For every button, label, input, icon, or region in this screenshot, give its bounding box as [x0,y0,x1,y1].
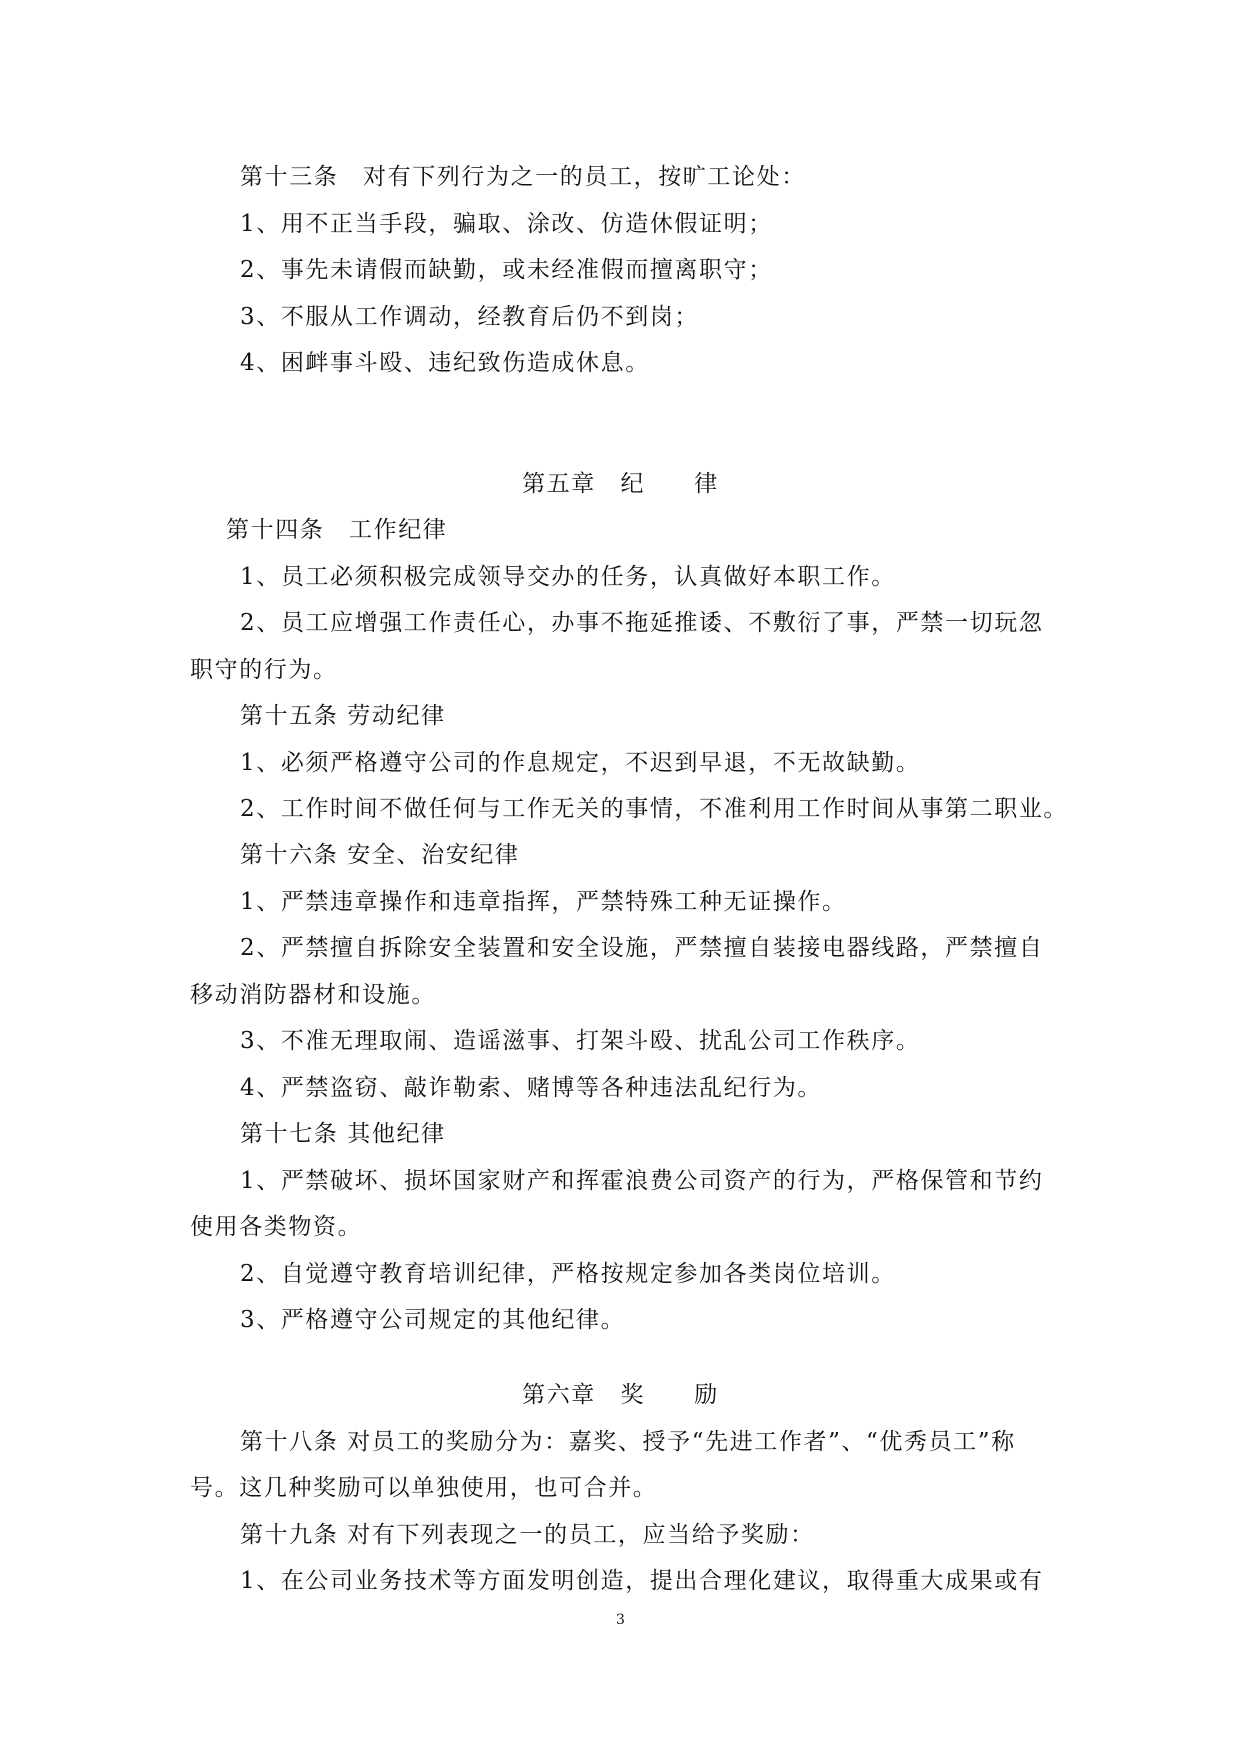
article-16-item-4: 4、严禁盗窃、敲诈勒索、赌博等各种违法乱纪行为。 [240,1075,823,1101]
article-13-item-2: 2、事先未请假而缺勤，或未经准假而擅离职守； [240,257,773,283]
article-13-title: 第十三条 对有下列行为之一的员工，按旷工论处： [240,164,806,190]
article-18-text-continued: 号。这几种奖励可以单独使用，也可合并。 [190,1475,658,1501]
article-14-item-1: 1、员工必须积极完成领导交办的任务，认真做好本职工作。 [240,564,896,590]
article-15-title: 第十五条 劳动纪律 [240,703,446,729]
article-16-item-1: 1、严禁违章操作和违章指挥，严禁特殊工种无证操作。 [240,889,847,915]
article-17-item-1-continued: 使用各类物资。 [190,1214,363,1240]
article-15-item-1: 1、必须严格遵守公司的作息规定，不迟到早退，不无故缺勤。 [240,750,921,776]
article-17-item-3: 3、严格遵守公司规定的其他纪律。 [240,1307,626,1333]
article-18-text: 第十八条 对员工的奖励分为：嘉奖、授予“先进工作者”、“优秀员工”称 [240,1429,1016,1455]
article-16-item-2-continued: 移动消防器材和设施。 [190,982,436,1008]
article-19-title: 第十九条 对有下列表现之一的员工，应当给予奖励： [240,1522,815,1548]
chapter-5-heading: 第五章 纪 律 [522,471,719,497]
article-16-item-3: 3、不准无理取闹、造谣滋事、打架斗殴、扰乱公司工作秩序。 [240,1028,921,1054]
article-14-title: 第十四条 工作纪律 [226,517,448,543]
page-number: 3 [616,1612,625,1628]
article-17-item-2: 2、自觉遵守教育培训纪律，严格按规定参加各类岗位培训。 [240,1261,896,1287]
article-17-item-1: 1、严禁破坏、损坏国家财产和挥霍浪费公司资产的行为，严格保管和节约 [240,1168,1044,1194]
article-19-item-1: 1、在公司业务技术等方面发明创造，提出合理化建议，取得重大成果或有 [240,1568,1044,1594]
article-13-item-3: 3、不服从工作调动，经教育后仍不到岗； [240,304,700,330]
article-15-item-2: 2、工作时间不做任何与工作无关的事情，不准利用工作时间从事第二职业。 [240,796,1069,822]
article-14-item-2-continued: 职守的行为。 [190,657,338,683]
article-16-title: 第十六条 安全、治安纪律 [240,842,520,868]
article-13-item-1: 1、用不正当手段，骗取、涂改、仿造休假证明； [240,211,773,237]
chapter-6-heading: 第六章 奖 励 [522,1382,719,1408]
article-16-item-2: 2、严禁擅自拆除安全装置和安全设施，严禁擅自装接电器线路，严禁擅自 [240,935,1044,961]
article-13-item-4: 4、困衅事斗殴、违纪致伤造成休息。 [240,350,650,376]
article-17-title: 第十七条 其他纪律 [240,1121,446,1147]
article-14-item-2: 2、员工应增强工作责任心，办事不拖延推诿、不敷衍了事，严禁一切玩忽 [240,610,1044,636]
